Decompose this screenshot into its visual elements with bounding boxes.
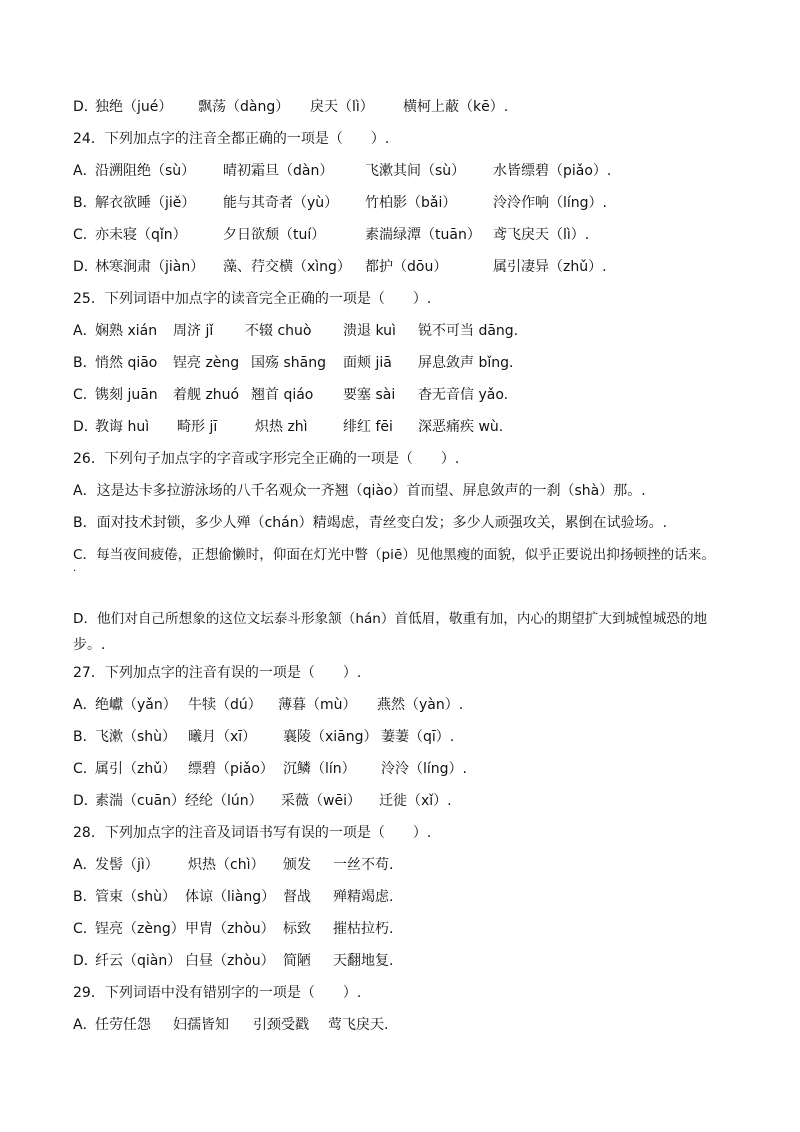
option-text: 步。.	[73, 637, 106, 653]
option-item: 横柯上蔽（kē）.	[403, 99, 509, 115]
option-label: A．	[73, 323, 97, 339]
option-item: 引颈受戳	[253, 1017, 309, 1033]
option-item: 牛犊（dú）	[188, 697, 262, 713]
option-item: 不辍 chuò	[245, 323, 312, 339]
option-line	[73, 884, 780, 910]
option-item: 绝巘（yǎn）	[95, 697, 177, 713]
option-line	[73, 948, 780, 974]
option-item: 体谅（liàng）	[185, 889, 276, 905]
option-item: 飘荡（dàng）	[198, 99, 290, 115]
option-item: 督战	[283, 889, 311, 905]
option-label: B．	[73, 195, 97, 211]
option-item: 发髻（jì）	[95, 857, 159, 873]
option-item: 简陋	[283, 953, 311, 969]
option-item: 杳无音信 yǎo.	[418, 387, 509, 403]
option-label: B．	[73, 729, 97, 745]
option-item: 藻、荇交横（xìng）	[223, 259, 351, 275]
option-label: C．	[73, 227, 97, 243]
mark-text: .	[73, 563, 77, 574]
option-label: D．	[73, 419, 98, 435]
option-line	[73, 692, 780, 718]
option-line	[73, 318, 780, 344]
option-line	[73, 1012, 780, 1038]
option-text: B．面对技术封锁，多少人殚（chán）精竭虑，青丝变白发；多少人顽强攻关，累倒在试验场。.	[73, 515, 668, 531]
option-item: 要塞 sài	[343, 387, 396, 403]
option-item: 薄暮（mù）	[278, 697, 357, 713]
option-line	[73, 382, 780, 408]
option-label: A．	[73, 857, 97, 873]
option-item: 鸢飞戾天（lì）.	[493, 227, 590, 243]
option-item: 锃亮 zèng	[173, 355, 240, 371]
option-line	[73, 414, 780, 440]
option-item: 襄陵（xiāng）	[283, 729, 378, 745]
option-label: D．	[73, 953, 98, 969]
option-line	[73, 606, 780, 632]
option-item: 锃亮（zèng）	[95, 921, 185, 937]
option-item: 属引（zhǔ）	[95, 761, 177, 777]
option-item: 飞漱（shù）	[95, 729, 177, 745]
option-item: 泠泠（líng）.	[381, 761, 467, 777]
option-item: 翘首 qiáo	[251, 387, 314, 403]
option-item: 屏息敛声 bǐng.	[418, 355, 514, 371]
option-item: 夕日欲颓（tuí）	[223, 227, 326, 243]
question-stem	[73, 126, 780, 152]
option-label: D．	[73, 793, 98, 809]
option-item: 颁发	[283, 857, 311, 873]
option-line	[73, 350, 780, 376]
question-text: 29．下列词语中没有错别字的一项是（ ）.	[73, 985, 362, 1001]
option-item: 国殇 shāng	[251, 355, 326, 371]
option-item: 晴初霜旦（dàn）	[223, 163, 334, 179]
option-item: 天翻地复.	[333, 953, 394, 969]
option-item: 莺飞戾天.	[328, 1017, 389, 1033]
paragraph-mark	[73, 556, 780, 582]
option-item: 周济 jǐ	[173, 323, 214, 339]
option-label: A．	[73, 163, 97, 179]
question-text: 25．下列词语中加点字的读音完全正确的一项是（ ）.	[73, 291, 432, 307]
option-item: 萋萋（qī）.	[381, 729, 455, 745]
option-item: 素湍绿潭（tuān）	[365, 227, 481, 243]
question-text: 28．下列加点字的注音及词语书写有误的一项是（ ）.	[73, 825, 432, 841]
option-item: 悄然 qiāo	[95, 355, 158, 371]
option-item: 能与其奇者（yù）	[223, 195, 339, 211]
option-label: D．	[73, 99, 98, 115]
option-line	[73, 510, 780, 536]
option-item: 甲胄（zhòu）	[185, 921, 275, 937]
option-line	[73, 724, 780, 750]
question-stem	[73, 980, 780, 1006]
option-text: C．每当夜间疲倦，正想偷懒时，仰面在灯光中瞥（piē）见他黑瘦的面貌，似乎正要说出抑扬顿挫的话来。	[73, 547, 715, 563]
option-item: 泠泠作响（líng）.	[493, 195, 607, 211]
option-item: 沿溯阻绝（sù）	[95, 163, 196, 179]
option-item: 燕然（yàn）.	[377, 697, 464, 713]
option-item: 炽热 zhì	[255, 419, 308, 435]
option-item: 缥碧（piǎo）	[188, 761, 274, 777]
option-label: A．	[73, 1017, 97, 1033]
option-item: 迁徙（xǐ）.	[379, 793, 452, 809]
option-item: 镌刻 juān	[95, 387, 158, 403]
option-line-continued	[73, 632, 780, 658]
option-item: 林寒涧肃（jiàn）	[95, 259, 205, 275]
option-label: C．	[73, 921, 97, 937]
option-item: 一丝不苟.	[333, 857, 394, 873]
option-line	[73, 190, 780, 216]
option-item: 竹柏影（bǎi）	[365, 195, 457, 211]
option-line	[73, 478, 780, 504]
option-text: D．他们对自己所想象的这位文坛泰斗形象颔（hán）首低眉，敬重有加，内心的期望扩大到城惶城恐的地	[73, 611, 708, 627]
option-item: 沉鳞（lín）	[283, 761, 356, 777]
option-item: 独绝（jué）	[95, 99, 173, 115]
option-item: 纤云（qiàn）	[95, 953, 182, 969]
option-item: 妇孺皆知	[173, 1017, 229, 1033]
option-item: 锐不可当 dāng.	[418, 323, 519, 339]
question-stem	[73, 286, 780, 312]
option-item: 水皆缥碧（piǎo）.	[493, 163, 612, 179]
option-item: 亦未寝（qǐn）	[95, 227, 187, 243]
option-line	[73, 852, 780, 878]
option-item: 戾天（lì）	[310, 99, 374, 115]
option-item: 教诲 huì	[95, 419, 150, 435]
option-item: 白昼（zhòu）	[185, 953, 275, 969]
question-text: 24．下列加点字的注音全都正确的一项是（ ）.	[73, 131, 390, 147]
option-item: 解衣欲睡（jiě）	[95, 195, 196, 211]
option-line	[73, 756, 780, 782]
option-label: D．	[73, 259, 98, 275]
option-line	[73, 222, 780, 248]
option-item: 面颊 jiā	[343, 355, 392, 371]
option-label: A．	[73, 697, 97, 713]
option-item: 畸形 jī	[177, 419, 218, 435]
option-item: 炽热（chì）	[188, 857, 265, 873]
option-item: 都护（dōu）	[365, 259, 448, 275]
question-text: 26．下列句子加点字的字音或字形完全正确的一项是（ ）.	[73, 451, 460, 467]
option-label: B．	[73, 355, 97, 371]
option-line	[73, 788, 780, 814]
question-text: 27．下列加点字的注音有误的一项是（ ）.	[73, 665, 362, 681]
option-item: 管束（shù）	[95, 889, 177, 905]
option-label: C．	[73, 761, 97, 777]
option-item: 飞漱其间（sù）	[365, 163, 466, 179]
option-item: 素湍（cuān）	[95, 793, 186, 809]
question-stem	[73, 820, 780, 846]
option-item: 曦月（xī）	[188, 729, 257, 745]
option-line	[73, 158, 780, 184]
option-item: 殚精竭虑.	[333, 889, 394, 905]
option-text: A．这是达卡多拉游泳场的八千名观众一齐翘（qiào）首而望、屏息敛声的一刹（shà）那。.	[73, 483, 646, 499]
option-label: C．	[73, 387, 97, 403]
option-line	[73, 94, 780, 120]
option-item: 经纶（lún）	[185, 793, 263, 809]
question-stem	[73, 660, 780, 686]
option-line	[73, 254, 780, 280]
option-item: 属引凄异（zhǔ）.	[493, 259, 607, 275]
option-item: 任劳任怨	[95, 1017, 151, 1033]
option-item: 着舰 zhuó	[173, 387, 240, 403]
option-item: 采薇（wēi）	[281, 793, 361, 809]
option-item: 绯红 fēi	[343, 419, 393, 435]
option-item: 深恶痛疾 wù.	[418, 419, 504, 435]
option-item: 标致	[283, 921, 311, 937]
option-item: 摧枯拉朽.	[333, 921, 394, 937]
option-item: 溃退 kuì	[343, 323, 396, 339]
question-stem	[73, 446, 780, 472]
option-label: B．	[73, 889, 97, 905]
option-line	[73, 916, 780, 942]
option-item: 娴熟 xián	[95, 323, 158, 339]
